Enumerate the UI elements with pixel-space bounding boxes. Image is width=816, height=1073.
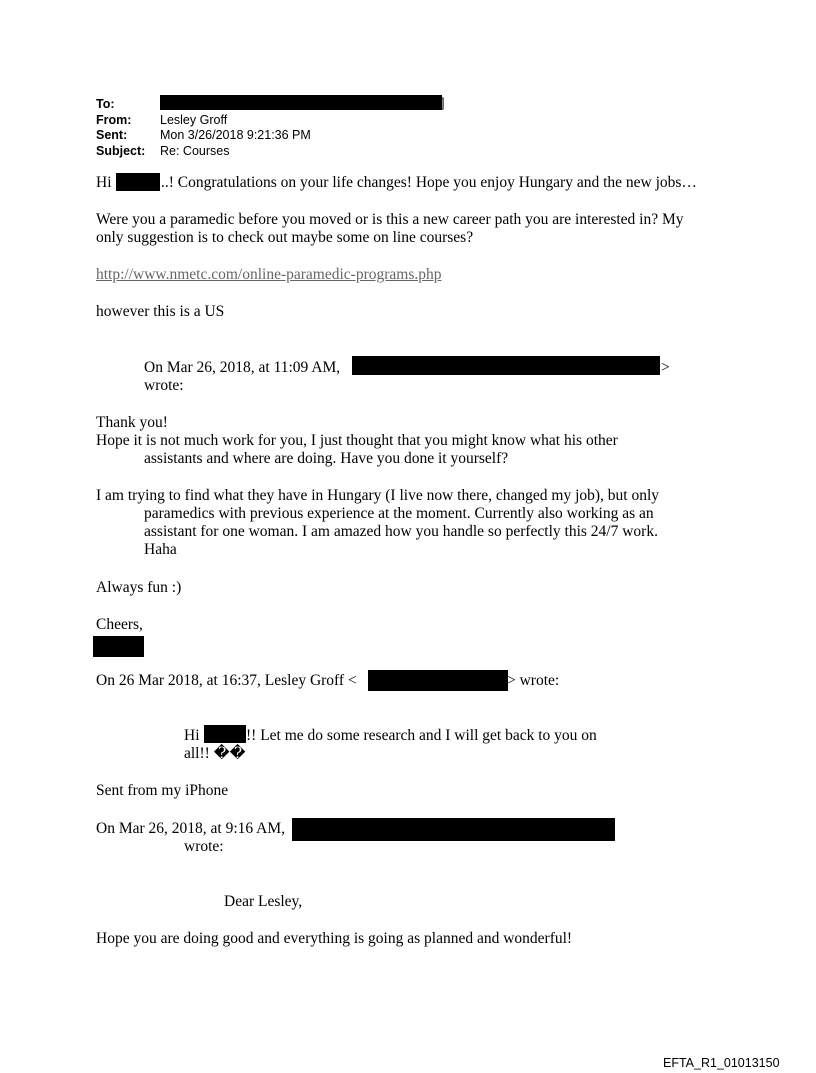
greeting-hi: Hi xyxy=(96,174,112,191)
reply-para-line: however this is a US xyxy=(96,303,225,320)
sender-redaction xyxy=(352,356,660,375)
quote-line: Thank you! xyxy=(96,414,168,431)
subject-value: Re: Courses xyxy=(160,144,230,158)
to-redaction xyxy=(160,95,445,110)
from-value: Lesley Groff xyxy=(160,113,228,127)
quote-wrote: wrote: xyxy=(184,838,224,855)
quote-line: I am trying to find what they have in Hungary (I live now there, changed my job), but only xyxy=(96,487,660,504)
sender-redaction xyxy=(292,818,615,841)
quote-intro-end: > wrote: xyxy=(507,672,560,689)
quote-hi: Hi xyxy=(184,727,200,744)
quote-line: Always fun :) xyxy=(96,579,182,596)
quote-intro: On 26 Mar 2018, at 16:37, Lesley Groff < xyxy=(96,672,357,689)
from-label: From: xyxy=(96,113,132,127)
document-id: EFTA_R1_01013150 xyxy=(663,1056,780,1070)
email-redaction xyxy=(368,670,508,691)
sent-from-iphone: Sent from my iPhone xyxy=(96,782,229,799)
quote-line: assistant for one woman. I am amazed how you handle so perfectly this 24/7 work. xyxy=(144,523,658,540)
to-label: To: xyxy=(96,97,115,111)
quote-line: !! Let me do some research and I will get back to you on xyxy=(246,727,597,744)
to-value: ] xyxy=(441,96,445,110)
quote-line: Hope you are doing good and everything is going as planned and wonderful! xyxy=(96,930,573,947)
quote-intro: On Mar 26, 2018, at 9:16 AM, xyxy=(96,820,286,837)
quote-line: assistants and where are doing. Have you done it yourself? xyxy=(144,450,509,467)
greeting-text: ..! Congratulations on your life changes! Hope you enjoy Hungary and the new jobs… xyxy=(161,174,697,191)
quote-wrote: wrote: xyxy=(144,377,184,394)
quote-line: paramedics with previous experience at the moment. Currently also working as an xyxy=(144,505,654,522)
quote-intro-end: > xyxy=(661,359,670,376)
subject-label: Subject: xyxy=(96,144,146,158)
sent-label: Sent: xyxy=(96,128,128,142)
paramedic-programs-link[interactable]: http://www.nmetc.com/online-paramedic-programs.php xyxy=(96,266,442,283)
quote-line: Cheers, xyxy=(96,616,143,633)
quote-line: Dear Lesley, xyxy=(224,893,303,910)
name-redaction xyxy=(116,173,160,191)
quote-line: Haha xyxy=(144,541,177,558)
quote-line: all!! �� xyxy=(184,745,246,762)
signature-redaction xyxy=(93,636,144,657)
name-redaction xyxy=(204,725,246,743)
quote-line: Hope it is not much work for you, I just thought that you might know what his other xyxy=(96,432,618,449)
reply-para-line: only suggestion is to check out maybe some on line courses? xyxy=(96,229,474,246)
sent-value: Mon 3/26/2018 9:21:36 PM xyxy=(160,128,311,142)
reply-para-line: Were you a paramedic before you moved or is this a new career path you are interested in? My xyxy=(96,211,684,228)
quote-intro: On Mar 26, 2018, at 11:09 AM, xyxy=(144,359,341,376)
